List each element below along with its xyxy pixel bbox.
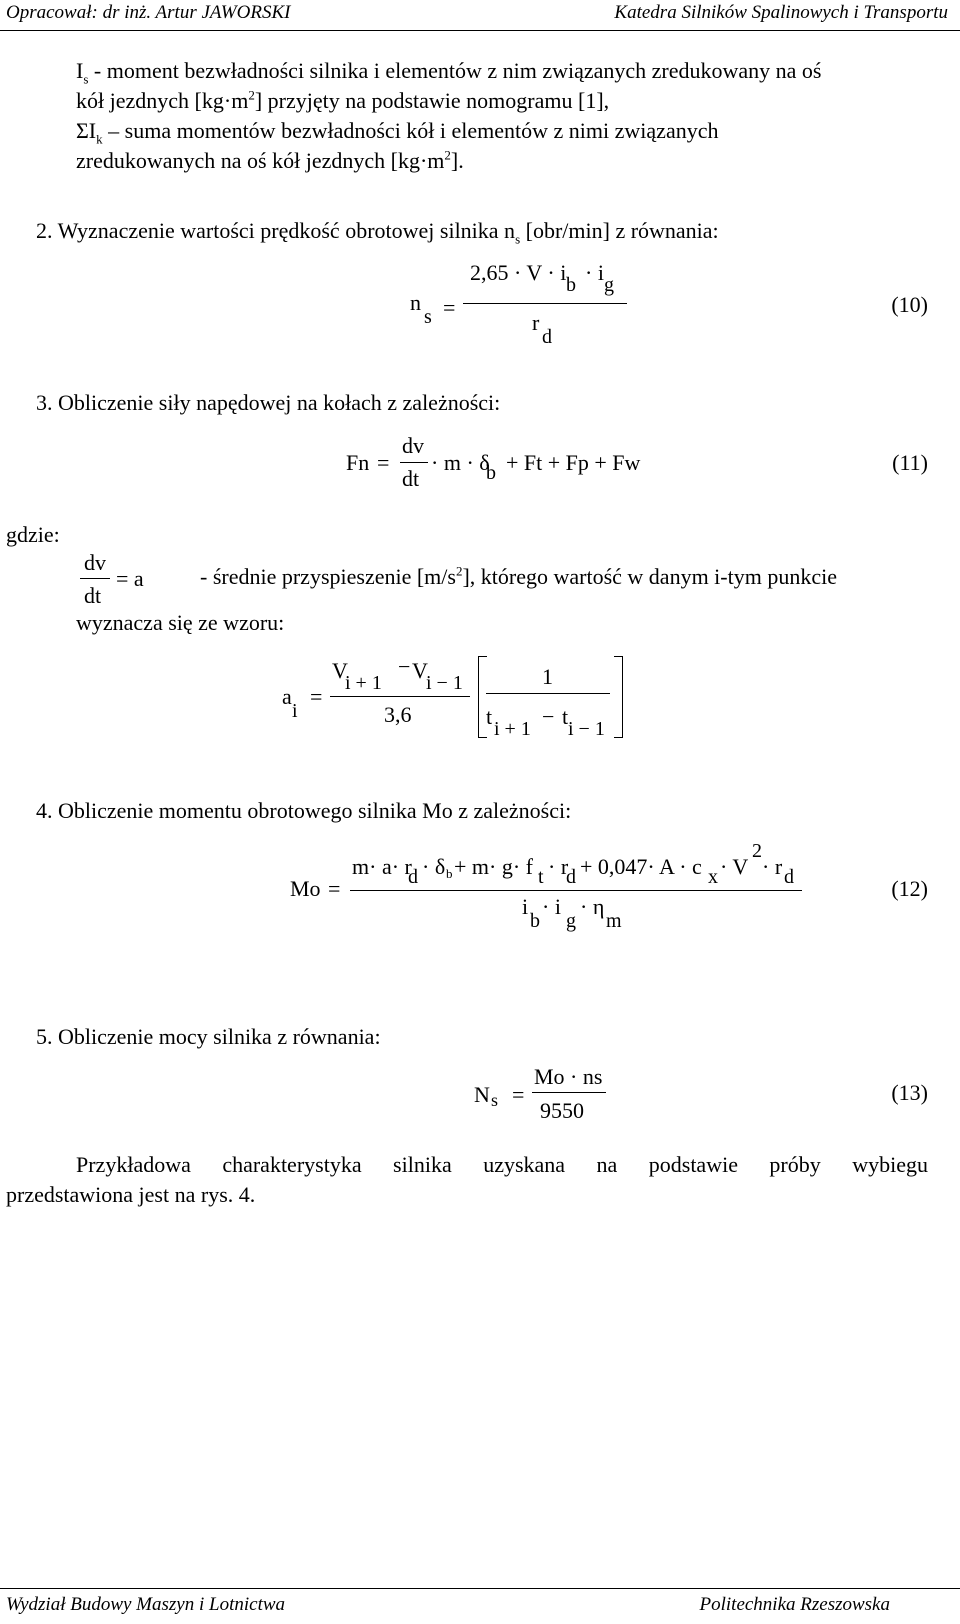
eq10-number: (10): [891, 292, 928, 317]
eq11-lhs: Fn: [346, 450, 370, 475]
eq13-den: 9550: [540, 1098, 584, 1123]
def-ik-line2: zredukowanych na oś kół jezdnych $[kg\cdot m^2]$.: [76, 147, 464, 173]
eqai-V1: V: [332, 658, 348, 683]
header-right: Katedra Silników Spalinowych i Transportu: [614, 2, 948, 23]
step5-heading: 5. Obliczenie mocy silnika z równania:: [36, 1024, 381, 1049]
eqai-minus2: −: [542, 704, 555, 729]
step2-heading: 2. Wyznaczenie wartości prędkość obrotowej silnika $n_s$ [obr/min] z równania:: [36, 218, 719, 247]
step4-heading: 4. Obliczenie momentu obrotowego silnika Mo z zależności:: [36, 798, 572, 823]
eq12-sub-d1: d: [408, 866, 418, 888]
eqai-i: i: [292, 700, 298, 722]
wyznacza-text: wyznacza się ze wzoru:: [76, 610, 285, 635]
eq10-fraction-bar: [463, 303, 627, 304]
eqa-rest: = a: [116, 566, 144, 591]
closing-line1: Przykładowa charakterystyka silnika uzyskana na podstawie próby wybiegu: [76, 1152, 928, 1177]
eq12-sub-x: x: [708, 866, 718, 888]
eq12-den-b: b: [530, 910, 540, 932]
eq10-sub-b: b: [566, 274, 576, 296]
eqai-one: 1: [542, 664, 553, 689]
footer-right: Politechnika Rzeszowska: [699, 1594, 890, 1615]
eq12-sub-b: b: [446, 866, 453, 881]
eq11-eq: =: [377, 450, 390, 475]
eq12-V: · V: [720, 854, 749, 879]
eqai-fraction-bar: [330, 696, 470, 697]
eq10-sub-g: g: [604, 274, 614, 296]
def-is-line1: $I_s$ - moment bezwładności silnika i elementów z nim związanych zredukowany na oś: [76, 58, 822, 87]
eq12-number: (12): [891, 876, 928, 901]
eq12-sub-t: t: [538, 866, 544, 888]
eqai-V2: V: [412, 658, 428, 683]
eqai-sub1: i + 1: [345, 672, 382, 694]
eq12-lhs: Mo: [290, 876, 321, 901]
def-is-line2: kół jezdnych $[kg\cdot m^2]$ przyjęty na podstawie nomogramu [1],: [76, 87, 610, 113]
gdzie-label: gdzie:: [6, 522, 60, 547]
eq11-sub-b: b: [486, 462, 496, 484]
accel-description: - średnie przyspieszenie $[m/s^2]$, którego wartość w danym i-tym punkcie: [200, 563, 837, 589]
eqai-tsub1: i + 1: [494, 718, 531, 740]
eq12-sub-d3: d: [784, 866, 794, 888]
eq10-s: s: [424, 306, 432, 328]
eq12-delta: · δ: [422, 854, 446, 879]
eqa-den: dt: [84, 583, 102, 608]
eq12-eq: =: [328, 876, 341, 901]
eq10-dot-i: · i: [585, 260, 604, 285]
eqa-fraction-bar: [80, 578, 110, 579]
eq10-den-d: d: [542, 326, 552, 348]
header-rule: [0, 30, 960, 31]
eq12-den-g: g: [566, 910, 576, 932]
eq13-s: s: [491, 1090, 499, 1110]
footer-left: Wydział Budowy Maszyn i Lotnictwa: [6, 1594, 286, 1615]
eq11-rest: + Ft + Fp + Fw: [506, 450, 641, 475]
eq11-number: (11): [892, 450, 928, 475]
eq12-sub-d2: d: [566, 866, 576, 888]
eq12-p1: + m· g· f: [454, 854, 533, 879]
eqai-a: a: [282, 684, 292, 709]
bracket-right: [614, 656, 623, 738]
eqai-t2: t: [562, 704, 569, 729]
eq11-num: dv: [402, 433, 424, 458]
closing-line2: przedstawiona jest na rys. 4.: [6, 1182, 256, 1207]
header-left: Opracował: dr inż. Artur JAWORSKI: [6, 2, 291, 23]
step3-heading: 3. Obliczenie siły napędowej na kołach z zależności:: [36, 390, 501, 415]
eq11-m-delta: · m · δ: [431, 450, 490, 475]
eqai-sub2: i − 1: [426, 672, 463, 694]
eq12-r3: · r: [762, 854, 783, 879]
eq12-den-m: m: [606, 910, 622, 932]
eq12-den-i2: · i: [542, 894, 561, 919]
eq10-den-r: r: [532, 310, 540, 335]
eq13-N: N: [474, 1082, 490, 1107]
eq12-sup-2: 2: [752, 840, 762, 862]
eq12-r2: · r: [548, 854, 569, 879]
eq10-n: n: [410, 290, 421, 315]
eqai-den: 3,6: [384, 702, 412, 727]
eq12-eta: · η: [580, 894, 605, 919]
eqai-eq: =: [310, 684, 323, 709]
footer-rule: [0, 1588, 960, 1589]
eq12-p2: + 0,047· A · c: [580, 854, 702, 879]
eq12-den-i: i: [522, 894, 529, 919]
eq11-fraction-bar: [400, 462, 428, 463]
eq10-num: 2,65 · V · i: [470, 260, 567, 285]
eq13-number: (13): [891, 1080, 928, 1105]
eq12-fraction-bar: [350, 890, 802, 891]
eqai-minus: −: [398, 654, 411, 679]
eq13-num: Mo · ns: [534, 1064, 603, 1089]
eqai-inner-fraction-bar: [486, 693, 610, 694]
eq11-den: dt: [402, 466, 420, 491]
eqa-num: dv: [84, 550, 106, 575]
eq13-eq: =: [512, 1082, 525, 1107]
eq12-num-a: m· a· r: [352, 854, 412, 879]
eq13-fraction-bar: [532, 1092, 606, 1093]
eqai-tsub2: i − 1: [568, 718, 605, 740]
eq10-eq: =: [443, 295, 456, 320]
def-ik-line1: $\Sigma I_k$ – suma momentów bezwładności kół i elementów z nimi związanych: [76, 118, 719, 147]
eqai-t1: t: [486, 704, 493, 729]
